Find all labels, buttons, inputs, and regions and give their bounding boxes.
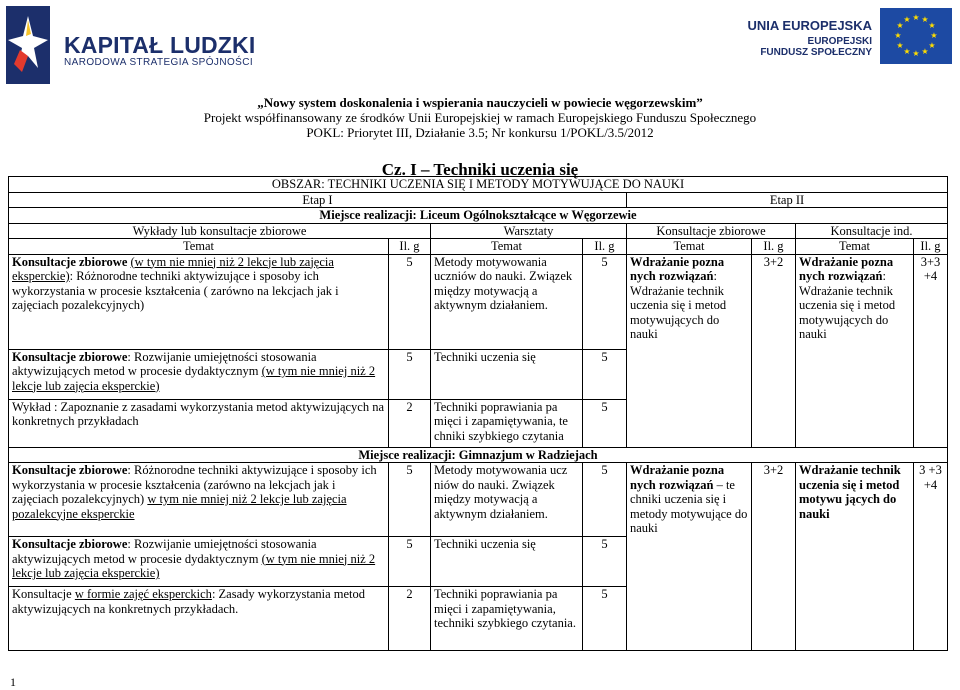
lo-temat-3	[627, 254, 752, 447]
eu-logo-text	[748, 18, 872, 58]
place-row-gim	[9, 447, 948, 463]
table-row	[9, 254, 948, 349]
underlined-text: (w tym nie mniej niż 2 lekcje lub zajęcia eksperckie)	[12, 254, 334, 283]
column-header-row	[9, 239, 948, 255]
category-workshops: Warsztaty	[431, 223, 627, 239]
gim-r3-temat-2: Techniki poprawiania pa mięci i zapamiętywania, techniki szybkiego czytania.	[431, 587, 583, 651]
col-ilg-3: Il. g	[752, 239, 796, 255]
bold-text: Wdrażanie pozna nych rozwiązań	[630, 463, 725, 492]
eu-line-3: FUNDUSZ SPOŁECZNY	[760, 47, 872, 58]
col-ilg-2: Il. g	[583, 239, 627, 255]
project-program: POKL: Priorytet III, Działanie 3.5; Nr konkursu 1/POKL/3.5/2012	[306, 125, 654, 140]
gim-ilg-4: 3 +3 +4	[914, 463, 948, 651]
gim-r3-ilg-1: 2	[389, 587, 431, 651]
category-row	[9, 223, 948, 239]
gim-r1-temat-1	[9, 463, 389, 537]
underlined-text: w formie zajęć eksperckich	[74, 587, 212, 601]
underlined-text: (w tym nie mniej niż 2 lekcje lub zajęcia eksperckie)	[12, 364, 376, 393]
obszar-cell: OBSZAR: TECHNIKI UCZENIA SIĘ I METODY MOTYWUJĄCE DO NAUKI	[9, 177, 948, 193]
schedule-table	[8, 176, 948, 651]
gim-r1-ilg-1: 5	[389, 463, 431, 537]
svg-text:★: ★	[894, 31, 902, 40]
lo-r1-ilg-2: 5	[583, 254, 627, 349]
project-funding: Projekt współfinansowany ze środków Unii Europejskiej w ramach Europejskiego Funduszu Społecznego	[203, 110, 757, 125]
svg-text:★: ★	[928, 41, 936, 50]
bold-text: Wdrażanie pozna nych rozwiązań	[799, 254, 894, 283]
text: Konsultacje	[12, 587, 75, 601]
svg-text:★: ★	[921, 15, 929, 24]
lo-r2-ilg-1: 5	[389, 349, 431, 399]
lo-r3-temat-2: Techniki poprawiania pa mięci i zapamiętywania, te chniki szybkiego czytania	[431, 399, 583, 447]
eu-line-2: EUROPEJSKI	[807, 36, 872, 47]
part-title: Cz. I – Techniki uczenia się	[381, 160, 579, 179]
page-number: 1	[10, 675, 16, 689]
gim-r2-ilg-1: 5	[389, 537, 431, 587]
svg-text:★: ★	[921, 47, 929, 56]
lo-ilg-4: 3+3 +4	[914, 254, 948, 447]
project-intro	[0, 95, 960, 140]
gim-r1-ilg-2: 5	[583, 463, 627, 537]
gim-temat-4: Wdrażanie technik uczenia się i metod motywu jących do nauki	[796, 463, 914, 651]
gim-r1-temat-2: Metody motywowania ucz niów do nauki. Związek między motywacją a aktywnym działaniem.	[431, 463, 583, 537]
gim-ilg-3: 3+2	[752, 463, 796, 651]
page-header	[0, 0, 960, 90]
etap-1: Etap I	[9, 192, 627, 208]
text: : Rozwijanie umiejętności stosowania aktywizujących metod w procesie dydaktycznym	[12, 537, 317, 566]
category-lectures: Wykłady lub konsultacje zbiorowe	[9, 223, 431, 239]
bold-text: Wdrażanie pozna nych rozwiązań	[630, 254, 725, 283]
text: : Wdrażanie technik uczenia się i metod motywujących do nauki	[799, 269, 896, 341]
gim-r3-temat-1	[9, 587, 389, 651]
text: : Różnorodne techniki aktywizujące i sposoby ich wykorzystania w procesie kształcenia ( zarówno na lekcjach jak i zajęciach pozalekcyjnych)	[12, 269, 339, 312]
svg-text:★: ★	[903, 15, 911, 24]
kapital-ludzki-logo-icon	[6, 6, 50, 84]
lo-r1-temat-1	[9, 254, 389, 349]
lo-ilg-3: 3+2	[752, 254, 796, 447]
etap-2: Etap II	[627, 192, 948, 208]
gim-r2-temat-2: Techniki uczenia się	[431, 537, 583, 587]
category-group-consult: Konsultacje zbiorowe	[627, 223, 796, 239]
bold-text: Konsultacje zbiorowe	[12, 463, 128, 477]
lo-r3-ilg-2: 5	[583, 399, 627, 447]
kapital-ludzki-subtitle: NARODOWA STRATEGIA SPÓJNOŚCI	[64, 57, 254, 68]
lo-temat-4	[796, 254, 914, 447]
lo-r1-ilg-1: 5	[389, 254, 431, 349]
underlined-text: w tym nie mniej niż 2 lekcje lub zajęcia pozalekcyjne eksperckie	[12, 492, 347, 521]
col-temat-2: Temat	[431, 239, 583, 255]
col-temat-4: Temat	[796, 239, 914, 255]
svg-text:★: ★	[912, 13, 920, 22]
bold-text: Konsultacje zbiorowe	[12, 254, 131, 269]
table-row	[9, 463, 948, 537]
lo-r2-temat-2: Techniki uczenia się	[431, 349, 583, 399]
eu-flag-icon	[880, 8, 952, 64]
lo-r1-temat-2: Metody motywowania uczniów do nauki. Związek między motywacją a aktywnym działaniem.	[431, 254, 583, 349]
place-lo: Miejsce realizacji: Liceum Ogólnokształcące w Węgorzewie	[9, 208, 948, 224]
eu-line-1: UNIA EUROPEJSKA	[747, 18, 872, 33]
project-title: „Nowy system doskonalenia i wspierania nauczycieli w powiecie węgorzewskim”	[257, 95, 703, 110]
gim-r2-ilg-2: 5	[583, 537, 627, 587]
gim-temat-3	[627, 463, 752, 651]
gim-r3-ilg-2: 5	[583, 587, 627, 651]
lo-r3-ilg-1: 2	[389, 399, 431, 447]
text: : Zasady wykorzystania metod aktywizujących na konkretnych przykładach.	[12, 587, 366, 616]
text: – te chniki uczenia się i metody motywujące do nauki	[630, 477, 748, 535]
bold-text: Konsultacje zbiorowe	[12, 537, 128, 551]
underlined-text: (w tym nie mniej niż 2 lekcje lub zajęcia eksperckie)	[12, 551, 376, 580]
bold-text: Konsultacje zbiorowe	[12, 349, 128, 364]
text: : Wdrażanie technik uczenia się i metod motywujących do nauki	[630, 269, 727, 341]
svg-text:★: ★	[896, 41, 904, 50]
gim-r2-temat-1	[9, 537, 389, 587]
category-individual-consult: Konsultacje ind.	[796, 223, 948, 239]
col-temat-3: Temat	[627, 239, 752, 255]
place-row-lo	[9, 208, 948, 224]
text: : Różnorodne techniki aktywizujące i sposoby ich wykorzystania w procesie kształcenia (zarówno na lekcjach jak i zajęciach pozalekcyjnych)	[12, 463, 377, 506]
svg-text:★: ★	[930, 31, 938, 40]
lo-r3-temat-1: Wykład : Zapoznanie z zasadami wykorzystania metod aktywizujących na konkretnych przykładach	[9, 399, 389, 447]
lo-r2-ilg-2: 5	[583, 349, 627, 399]
kapital-ludzki-title: KAPITAŁ LUDZKI	[64, 32, 256, 58]
svg-text:★: ★	[912, 49, 920, 58]
text: : Rozwijanie umiejętności stosowania aktywizujących metod w procesie dydaktycznym	[12, 349, 317, 378]
place-gim: Miejsce realizacji: Gimnazjum w Radziejach	[9, 447, 948, 463]
col-temat-1: Temat	[9, 239, 389, 255]
lo-r2-temat-1	[9, 349, 389, 399]
svg-text:★: ★	[896, 21, 904, 30]
obszar-row	[9, 177, 948, 193]
col-ilg-4: Il. g	[914, 239, 948, 255]
etap-row	[9, 192, 948, 208]
col-ilg-1: Il. g	[389, 239, 431, 255]
svg-text:★: ★	[928, 21, 936, 30]
svg-text:★: ★	[903, 47, 911, 56]
